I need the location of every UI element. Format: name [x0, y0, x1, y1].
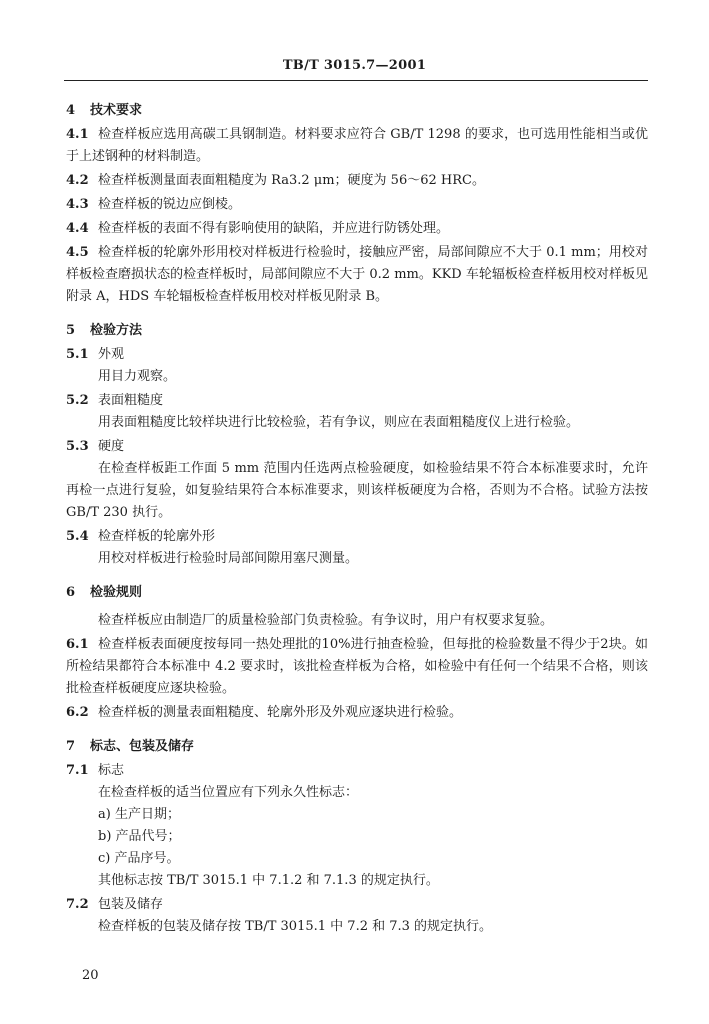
section-title: 检验方法 — [90, 323, 143, 338]
list-item: a) 生产日期； — [98, 807, 180, 822]
clause-text: 检查样板的表面不得有影响使用的缺陷，并应进行防锈处理。 — [98, 221, 450, 236]
clause-number: 4.4 — [66, 221, 89, 236]
list-item: b) 产品代号； — [98, 829, 181, 844]
clause-number: 4.2 — [66, 173, 89, 188]
clause-title: 包装及储存 — [98, 897, 164, 912]
clause-title: 硬度 — [98, 439, 125, 454]
clause-number: 7.1 — [66, 763, 89, 778]
section-number: 6 — [66, 585, 76, 600]
clause-number: 6.1 — [66, 637, 89, 652]
clause-7-2-body: 检查样板的包装及储存按 TB/T 3015.1 中 7.2 和 7.3 的规定执行。 — [98, 919, 493, 934]
clause-number: 7.2 — [66, 897, 89, 912]
clause-4-5 — [66, 242, 648, 308]
section-title: 技术要求 — [90, 103, 143, 118]
section-5-title — [66, 320, 648, 342]
clause-text: 检查样板应选用高碳工具钢制造。材料要求应符合 GB/T 1298 的要求，也可选用性能相当或优于上述钢种的材料制造。 — [66, 127, 648, 164]
clause-7-1-tail: 其他标志按 TB/T 3015.1 中 7.1.2 和 7.1.3 的规定执行。 — [98, 873, 439, 888]
clause-number: 5.1 — [66, 347, 89, 362]
section-6-intro: 检查样板应由制造厂的质量检验部门负责检验。有争议时，用户有权要求复验。 — [98, 613, 554, 628]
clause-text: 检查样板的锐边应倒棱。 — [98, 197, 242, 212]
clause-6-2 — [66, 702, 648, 724]
header-rule — [64, 80, 648, 81]
clause-5-4 — [66, 526, 648, 548]
clause-number: 5.2 — [66, 393, 89, 408]
page-number: 20 — [82, 968, 99, 983]
clause-number: 5.3 — [66, 439, 89, 454]
clause-4-4 — [66, 218, 648, 240]
clause-7-1 — [66, 760, 648, 782]
clause-5-3 — [66, 436, 648, 458]
clause-7-2 — [66, 894, 648, 916]
clause-title: 标志 — [98, 763, 125, 778]
clause-6-1 — [66, 634, 648, 700]
clause-text: 检查样板测量面表面粗糙度为 Ra3.2 μm；硬度为 56～62 HRC。 — [98, 173, 485, 188]
clause-text: 检查样板表面硬度按每同一热处理批的10%进行抽查检验，但每批的检验数量不得少于2块。如所检结果都符合本标准中 4.2 要求时，该批检查样板为合格，如检验中有任何一个结果不合格，则该批检查样板硬度应逐块检验。 — [66, 637, 648, 696]
standard-code-header: TB/T 3015.7—2001 — [282, 58, 427, 73]
clause-text: 检查样板的测量表面粗糙度、轮廓外形及外观应逐块进行检验。 — [98, 705, 463, 720]
clause-number: 5.4 — [66, 529, 89, 544]
clause-5-2-body: 用表面粗糙度比较样块进行比较检验，若有争议，则应在表面粗糙度仪上进行检验。 — [98, 415, 580, 430]
section-number: 7 — [66, 739, 76, 754]
clause-5-2 — [66, 390, 648, 412]
clause-5-4-body: 用校对样板进行检验时局部间隙用塞尺测量。 — [98, 551, 359, 566]
section-title: 标志、包装及储存 — [90, 739, 195, 754]
clause-title: 检查样板的轮廓外形 — [98, 529, 216, 544]
section-6-title — [66, 582, 648, 604]
clause-7-1-body: 在检查样板的适当位置应有下列永久性标志： — [98, 785, 359, 800]
clause-4-3 — [66, 194, 648, 216]
document-body — [66, 100, 648, 938]
list-item: c) 产品序号。 — [98, 851, 180, 866]
clause-title: 外观 — [98, 347, 125, 362]
clause-number: 6.2 — [66, 705, 89, 720]
clause-4-2 — [66, 170, 648, 192]
section-number: 5 — [66, 323, 76, 338]
clause-number: 4.3 — [66, 197, 89, 212]
section-number: 4 — [66, 103, 76, 118]
clause-4-1 — [66, 124, 648, 168]
section-7-title — [66, 736, 648, 758]
section-4-title — [66, 100, 648, 122]
clause-5-3-body: 在检查样板距工作面 5 mm 范围内任选两点检验硬度，如检验结果不符合本标准要求时，允许再检一点进行复验，如复验结果符合本标准要求，则该样板硬度为合格，否则为不合格。试验方法按 GB/T 230 执行。 — [66, 461, 648, 520]
clause-title: 表面粗糙度 — [98, 393, 164, 408]
clause-text: 检查样板的轮廓外形用校对样板进行检验时，接触应严密，局部间隙应不大于 0.1 mm；用校对样板检查磨损状态的检查样板时，局部间隙应不大于 0.2 mm。KKD 车轮辐板检查样板用校对样板见附录 A，HDS 车轮辐板检查样板用校对样板见附录 B。 — [66, 245, 648, 304]
section-title: 检验规则 — [90, 585, 143, 600]
clause-5-1 — [66, 344, 648, 366]
clause-number: 4.1 — [66, 127, 89, 142]
clause-5-1-body: 用目力观察。 — [98, 369, 177, 384]
clause-number: 4.5 — [66, 245, 89, 260]
